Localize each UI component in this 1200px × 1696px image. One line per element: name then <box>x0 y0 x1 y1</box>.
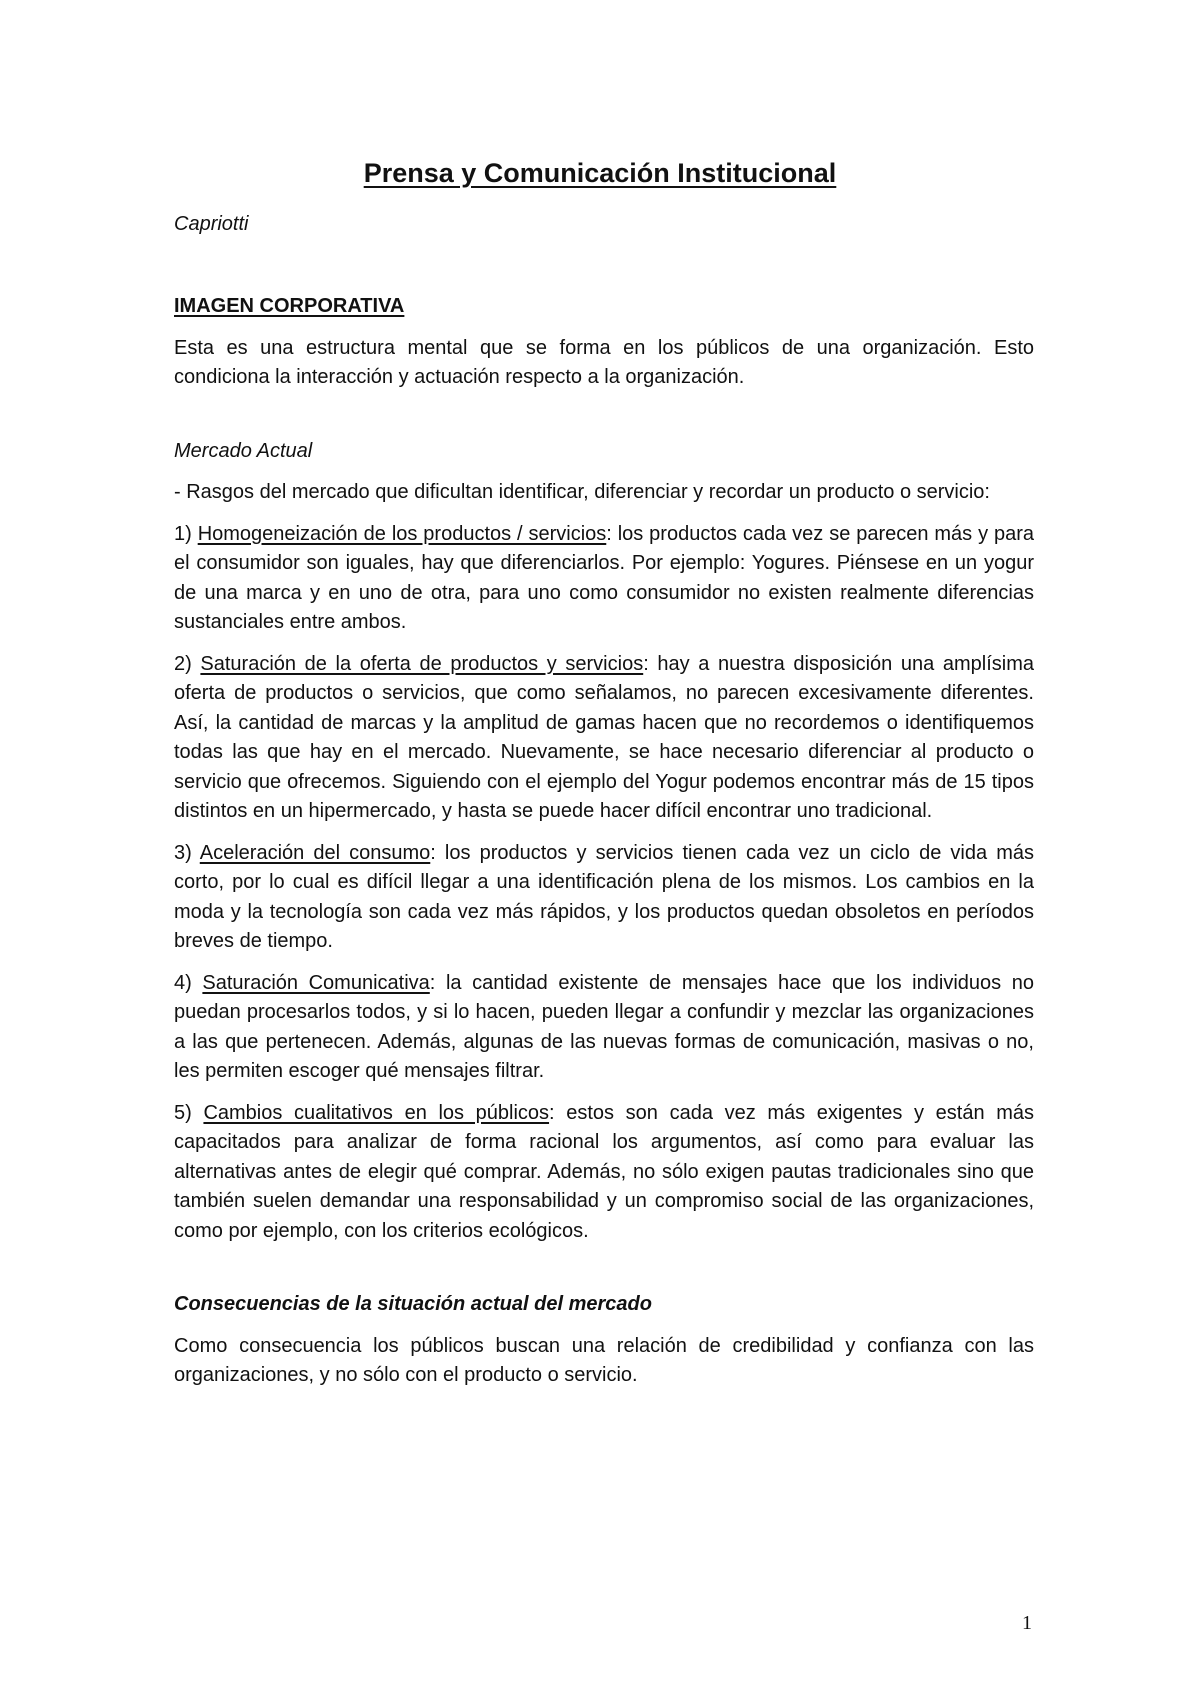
page-number: 1 <box>1022 1612 1032 1634</box>
list-item-text: : hay a nuestra disposición una amplísima oferta de productos o servicios, que como señalamos, no parecen excesivamente diferentes. Así, la cantidad de marcas y la amplitud de gamas hacen que no recordemos o identifiquemos todas las que hay en el mercado. Nuevamente, se hace necesario diferenciar al producto o servicio que ofrecemos. Siguiendo con el ejemplo del Yogur podemos encontrar más de 15 tipos distintos en un hipermercado, y hasta se puede hacer difícil encontrar uno tradicional. <box>174 652 1035 822</box>
section-heading-mercado-actual: Mercado Actual <box>174 439 313 462</box>
list-item-term: Cambios cualitativos en los públicos <box>203 1101 550 1124</box>
list-item-text: : estos son cada vez más exigentes y están más capacitados para analizar de forma racional los argumentos, así como para evaluar las alternativas antes de elegir qué comprar. Además, no sólo exigen pautas tradicionales sino que también suelen demandar una responsabilidad y un compromiso social de las organizaciones, como por ejemplo, con los criterios ecológicos. <box>174 1101 1035 1242</box>
list-item-number: 3) <box>174 841 200 864</box>
document-title: Prensa y Comunicación Institucional <box>363 158 837 188</box>
section-heading-imagen-corporativa: IMAGEN CORPORATIVA <box>174 295 405 317</box>
section-heading-consecuencias: Consecuencias de la situación actual del mercado <box>174 1293 652 1315</box>
list-item-number: 4) <box>174 971 203 994</box>
list-item <box>174 1099 1034 1247</box>
list-item <box>174 969 1034 1087</box>
list-item-text: : la cantidad existente de mensajes hace que los individuos no puedan procesarlos todos, y si lo hacen, pueden llegar a confundir y mezclar las organizaciones a las que pertenecen. Además, algunas de las nuevas formas de comunicación, masivas o no, les permiten escoger qué mensajes filtrar. <box>174 971 1034 1082</box>
list-item-term: Saturación de la oferta de productos y servicios <box>200 652 644 675</box>
list-item-number: 2) <box>174 652 201 675</box>
list-item <box>174 650 1034 827</box>
list-item-term: Aceleración del consumo <box>199 841 431 864</box>
section-intro: - Rasgos del mercado que dificultan identificar, diferenciar y recordar un producto o servicio: <box>174 481 990 503</box>
section-paragraph: Como consecuencia los públicos buscan una relación de credibilidad y confianza con las organizaciones, y no sólo con el producto o servicio. <box>174 1334 1034 1386</box>
author-name: Capriotti <box>174 213 249 235</box>
list-item-number: 5) <box>174 1101 204 1124</box>
list-item-text: : los productos y servicios tienen cada vez un ciclo de vida más corto, por lo cual es difícil llegar a una identificación plena de los mismos. Los cambios en la moda y la tecnología son cada vez más rápidos, y los productos quedan obsoletos en períodos breves de tiempo. <box>174 841 1034 952</box>
section-paragraph: Esta es una estructura mental que se forma en los públicos de una organización. Esto condiciona la interacción y actuación respecto a la organización. <box>174 336 1034 388</box>
list-item-text: : los productos cada vez se parecen más y para el consumidor son iguales, hay que diferenciarlos. Por ejemplo: Yogures. Piénsese en un yogur de una marca y en uno de otra, para uno como consumidor no existen realmente diferencias sustanciales entre ambos. <box>174 522 1034 633</box>
list-item <box>174 839 1034 957</box>
list-item-term: Saturación Comunicativa <box>202 971 430 994</box>
list-item <box>174 520 1034 638</box>
list-item-number: 1) <box>174 522 198 545</box>
document-body <box>174 292 1034 1391</box>
list-item-term: Homogeneización de los productos / servicios <box>197 522 607 545</box>
